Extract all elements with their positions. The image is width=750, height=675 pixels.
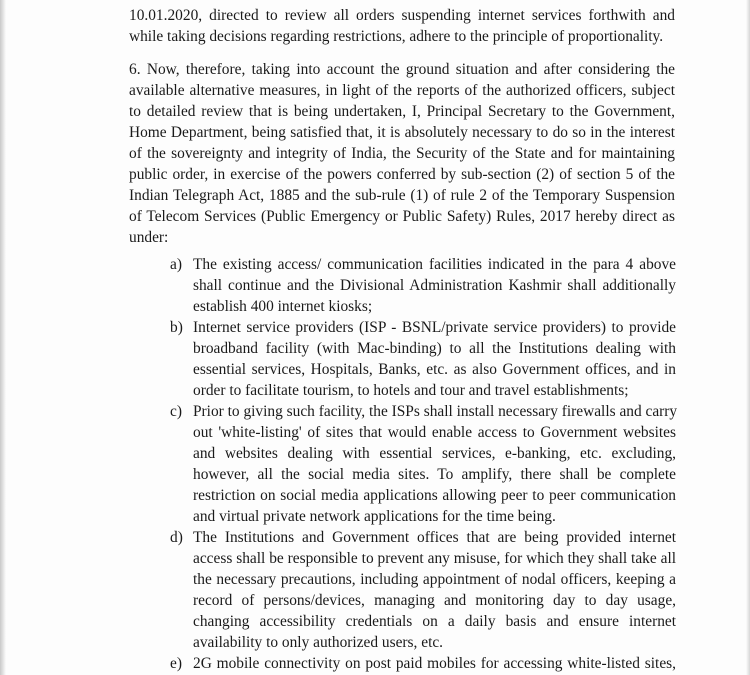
- list-item-marker: a): [170, 256, 182, 273]
- list-item-text: availability to only authorized users, etc.: [193, 634, 444, 651]
- list-item-text: out 'white-listing' of sites that would enable access to Government websites: [193, 424, 676, 441]
- text-line: under:: [129, 229, 169, 246]
- list-item-text: shall continue and the Divisional Administration Kashmir shall additionally: [193, 277, 676, 294]
- text-line: 6. Now, therefore, taking into account the ground situation and after considering the: [129, 61, 675, 78]
- list-item-text: and virtual private network applications for the time being.: [193, 508, 556, 525]
- list-item-marker: d): [170, 529, 183, 546]
- text-line: while taking decisions regarding restrictions, adhere to the principle of proportionality.: [129, 28, 664, 45]
- list-item-text: essential services, Hospitals, Banks, etc. as also Government offices, and in: [193, 361, 676, 378]
- list-item-text: and websites dealing with essential services, e-banking, etc. excluding,: [193, 445, 676, 462]
- text-line: of Telecom Services (Public Emergency or Public Safety) Rules, 2017 hereby direct as: [129, 208, 675, 225]
- text-line: Home Department, being satisfied that, it is absolutely necessary to do so in the interest: [129, 124, 675, 141]
- text-line: available alternative measures, in light of the reports of the authorized officers, subject: [129, 82, 675, 99]
- list-item-marker: b): [170, 319, 183, 336]
- list-item-text: restriction on social media applications allowing peer to peer communication: [193, 487, 676, 504]
- list-item-text: record of persons/devices, managing and monitoring day to day usage,: [193, 592, 676, 609]
- list-item-text: however, all the social media sites. To amplify, there shall be complete: [193, 466, 676, 483]
- list-item-text: Internet service providers (ISP - BSNL/private service providers) to provide: [193, 319, 676, 336]
- text-line: public order, in exercise of the powers conferred by sub-section (2) of section 5 of the: [129, 166, 675, 183]
- list-item-text: establish 400 internet kiosks;: [193, 298, 373, 315]
- text-line: to detailed review that is being undertaken, I, Principal Secretary to the Government,: [129, 103, 675, 120]
- list-item-text: order to facilitate tourism, to hotels and tour and travel establishments;: [193, 382, 629, 399]
- text-line: of the sovereignty and integrity of India, the Security of the State and for maintaining: [129, 145, 675, 162]
- list-item-text: access shall be responsible to prevent any misuse, for which they shall take all: [193, 550, 676, 567]
- list-item-marker: e): [170, 655, 182, 672]
- list-item-text: Prior to giving such facility, the ISPs shall install necessary firewalls and carry: [193, 403, 678, 420]
- list-item-text: 2G mobile connectivity on post paid mobiles for accessing white-listed sites,: [193, 655, 676, 672]
- list-item-text: The Institutions and Government offices that are being provided internet: [193, 529, 676, 546]
- list-item-text: changing accessibility credentials on a daily basis and ensure internet: [193, 613, 676, 630]
- text-line: 10.01.2020, directed to review all orders suspending internet services forthwith and: [129, 7, 675, 24]
- text-line: Indian Telegraph Act, 1885 and the sub-rule (1) of rule 2 of the Temporary Suspension: [129, 187, 675, 204]
- list-item-text: broadband facility (with Mac-binding) to all the Institutions dealing with: [193, 340, 676, 357]
- list-item-marker: c): [170, 403, 182, 420]
- list-item-text: the necessary precautions, including appointment of nodal officers, keeping a: [193, 571, 676, 588]
- list-item-text: The existing access/ communication facilities indicated in the para 4 above: [193, 256, 676, 273]
